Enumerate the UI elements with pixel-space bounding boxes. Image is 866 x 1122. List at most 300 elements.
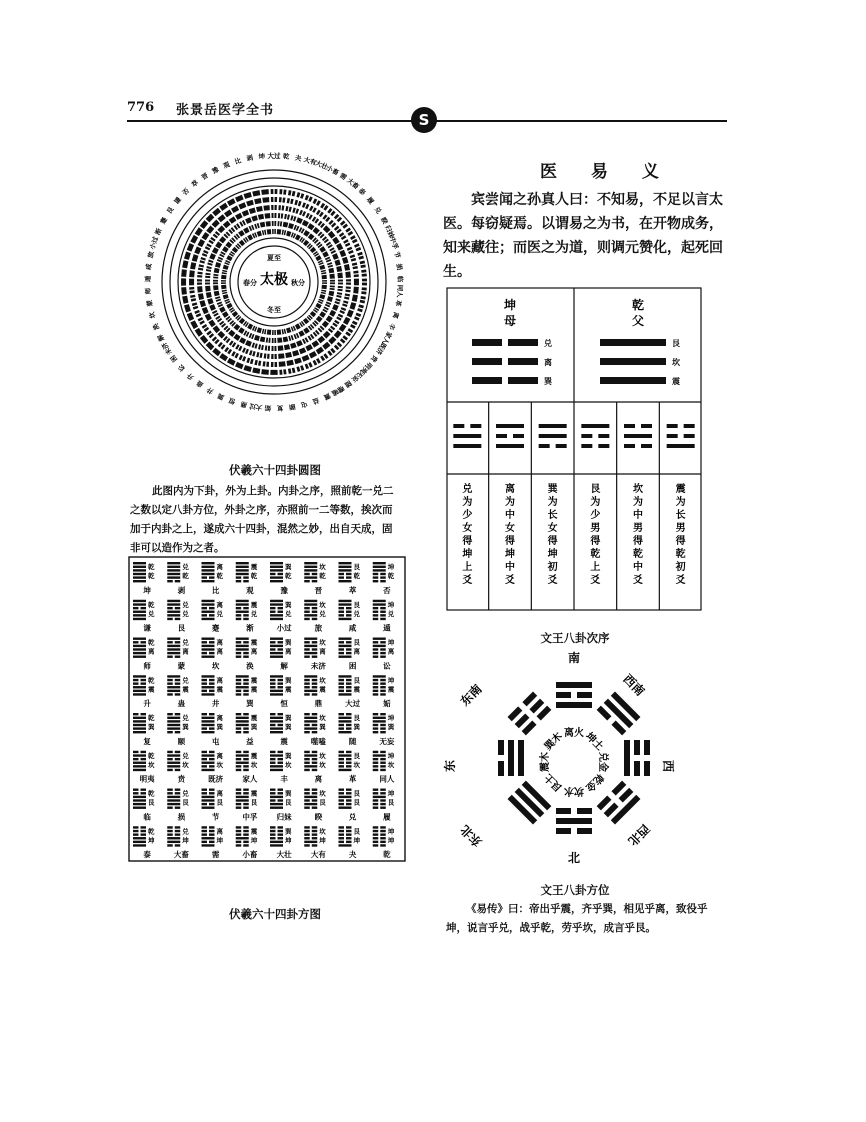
grid-inner-trigram-label: 乾	[285, 572, 292, 580]
grid-yao-yin	[278, 799, 284, 801]
circle-hexagram-label: 旅	[146, 250, 156, 259]
grid-yao-yang	[167, 566, 180, 568]
grid-hexagram-name: 萃	[348, 585, 357, 595]
circle-hexagram-label: 巽	[216, 391, 226, 402]
family-description-char: 离	[505, 484, 515, 495]
grid-hexagram-name: 需	[211, 850, 220, 859]
family-small-yao-yin	[624, 444, 635, 448]
circle-yao-mark	[347, 247, 353, 251]
circle-yao-mark	[348, 250, 354, 254]
family-description-char: 男	[590, 523, 601, 534]
grid-yao-yin	[209, 792, 215, 794]
grid-yao-yin	[339, 833, 345, 835]
grid-hexagram-name: 贲	[177, 774, 186, 784]
circle-yao-mark	[197, 272, 202, 275]
circle-season-label: 春分	[243, 278, 257, 287]
circle-yao-mark	[322, 285, 327, 290]
grid-yao-yin	[243, 803, 249, 805]
circle-yao-mark	[222, 246, 229, 253]
grid-yao-yin	[270, 792, 276, 794]
circle-yao-mark	[308, 362, 312, 368]
circle-yao-mark	[282, 205, 285, 210]
grid-yao-yin	[346, 841, 352, 843]
grid-yao-yin	[373, 611, 379, 613]
bagua-trigram	[624, 740, 650, 776]
grid-yao-yin	[236, 844, 242, 846]
grid-yao-yang	[202, 693, 215, 695]
grid-yao-yang	[167, 648, 180, 650]
circle-yao-mark	[346, 283, 351, 285]
circle-yao-mark	[199, 264, 204, 267]
grid-hexagram-name: 大有	[310, 850, 326, 859]
circle-yao-mark	[308, 233, 315, 240]
circle-yao-mark	[295, 234, 301, 240]
grid-outer-trigram-label: 巽	[285, 563, 292, 571]
page-number: 776	[127, 100, 155, 115]
grid-inner-trigram-label: 乾	[182, 572, 189, 580]
grid-yao-yin	[175, 713, 181, 715]
grid-yao-yin	[312, 826, 318, 828]
family-parent-name: 乾	[631, 298, 645, 312]
grid-yao-yin	[380, 724, 386, 726]
grid-yao-yin	[243, 580, 249, 582]
grid-yao-yin	[339, 686, 345, 688]
circle-yao-mark	[260, 222, 266, 228]
circle-yao-mark	[292, 368, 296, 373]
circle-yao-mark	[271, 354, 273, 359]
grid-yao-yang	[202, 762, 215, 764]
grid-yao-yin	[270, 682, 276, 684]
grid-yao-yin	[141, 713, 147, 715]
circle-yao-mark	[252, 343, 255, 348]
grid-inner-trigram-label: 震	[353, 685, 360, 694]
grid-inner-trigram-label: 艮	[182, 798, 189, 807]
grid-hexagram-name: 益	[246, 736, 254, 746]
grid-yao-yin	[312, 713, 318, 715]
circle-yao-mark	[330, 285, 335, 287]
grid-outer-trigram-label: 震	[250, 714, 258, 722]
grid-yao-yang	[339, 603, 352, 605]
grid-yao-yin	[175, 769, 181, 771]
circle-yao-mark	[322, 275, 327, 280]
family-small-yao-yin	[581, 434, 592, 438]
circle-yao-mark	[283, 190, 286, 195]
grid-yao-yang	[339, 754, 352, 756]
circle-yao-mark	[294, 358, 302, 365]
grid-yao-yin	[373, 679, 379, 681]
circle-yao-mark	[193, 306, 199, 310]
grid-yao-yin	[373, 833, 379, 835]
grid-yao-yin	[202, 727, 208, 729]
grid-yao-yang	[167, 600, 180, 602]
grid-inner-trigram-label: 乾	[250, 572, 258, 580]
family-small-yao-yin	[556, 444, 567, 448]
circle-yao-mark	[213, 276, 218, 278]
circle-hexagram-label: 夬	[294, 153, 303, 163]
grid-yao-yin	[270, 607, 276, 609]
grid-yao-yang	[304, 566, 317, 568]
grid-outer-trigram-label: 艮	[353, 676, 360, 685]
circle-hexagram-label: 艮	[165, 205, 176, 216]
circle-yao-mark	[352, 239, 358, 244]
circle-yao-mark	[187, 243, 194, 252]
circle-hexagram-label: 益	[311, 396, 321, 406]
grid-yao-yin	[175, 682, 181, 684]
circle-yao-mark	[197, 286, 203, 292]
circle-yao-mark	[267, 229, 272, 234]
circle-hexagram-label: 家人	[380, 330, 394, 346]
grid-yao-yin	[202, 576, 208, 578]
family-yao-yin	[472, 339, 502, 346]
grid-yao-yang	[339, 645, 352, 647]
circle-yao-mark	[280, 221, 282, 226]
grid-outer-trigram-label: 兑	[182, 714, 189, 722]
grid-yao-yang	[373, 600, 386, 602]
grid-yao-yin	[141, 789, 147, 791]
grid-yao-yin	[312, 789, 318, 791]
grid-hexagram-name: 临	[143, 812, 151, 822]
family-small-yao-yin	[641, 444, 652, 448]
grid-yao-yin	[380, 789, 386, 791]
circle-hexagram-label: 睽	[379, 215, 390, 226]
grid-yao-yin	[346, 690, 352, 692]
grid-yao-yang	[270, 803, 283, 805]
circle-hexagram-label: 涣	[151, 322, 162, 332]
circle-yao-mark	[261, 345, 264, 350]
circle-yao-mark	[347, 310, 354, 318]
circle-yao-mark	[284, 214, 287, 219]
circle-yao-mark	[285, 352, 292, 358]
bagua-yao-yin	[644, 740, 650, 755]
circle-yao-mark	[194, 246, 201, 254]
fuxi-circle-diagram	[140, 148, 408, 416]
grid-yao-yin	[380, 713, 386, 715]
grid-yao-yin	[167, 713, 173, 715]
grid-yao-yin	[346, 713, 352, 715]
family-parent-role: 母	[503, 314, 517, 328]
grid-hexagram-name: 蹇	[211, 623, 220, 633]
grid-outer-trigram-label: 兑	[182, 789, 189, 798]
grid-yao-yin	[167, 807, 173, 809]
grid-yao-yin	[243, 713, 249, 715]
grid-yao-yin	[304, 799, 310, 801]
family-description-char: 女	[547, 523, 558, 534]
grid-yao-yang	[167, 652, 180, 654]
family-description-char: 乾	[675, 549, 686, 560]
circle-yao-mark	[242, 347, 246, 352]
circle-yao-mark	[189, 290, 194, 293]
family-description-char: 爻	[462, 575, 473, 586]
grid-yao-yin	[304, 580, 310, 582]
grid-yao-yin	[202, 792, 208, 794]
circle-hexagram-label: 讼	[176, 362, 187, 373]
grid-yao-yin	[141, 826, 147, 828]
family-description-char: 长	[547, 510, 558, 521]
circle-yao-mark	[226, 255, 232, 261]
grid-yao-yin	[175, 607, 181, 609]
circle-yao-mark	[279, 197, 282, 202]
grid-yao-yin	[339, 799, 345, 801]
grid-yao-yin	[209, 614, 215, 616]
grid-hexagram-name: 大壮	[276, 850, 292, 859]
circle-yao-mark	[319, 294, 325, 299]
grid-hexagram-name: 丰	[280, 774, 288, 784]
grid-inner-trigram-label: 离	[319, 647, 326, 656]
grid-yao-yang	[339, 618, 352, 620]
grid-yao-yang	[270, 841, 283, 843]
circle-yao-mark	[286, 360, 293, 366]
grid-yao-yang	[304, 645, 317, 647]
grid-outer-trigram-label: 坤	[387, 600, 395, 609]
grid-yao-yin	[236, 690, 242, 692]
circle-yao-mark	[290, 215, 293, 220]
grid-yao-yang	[270, 717, 283, 719]
circle-yao-mark	[345, 290, 350, 293]
grid-yao-yin	[236, 731, 242, 733]
grid-outer-trigram-label: 乾	[148, 638, 155, 647]
grid-yao-yin	[373, 799, 379, 801]
circle-hexagram-label: 观	[221, 160, 232, 171]
grid-yao-yin	[278, 724, 284, 726]
circle-yao-mark	[223, 221, 231, 229]
grid-hexagram-name: 鼎	[314, 699, 323, 708]
family-child-label: 坎	[672, 357, 680, 367]
circle-yao-mark	[195, 227, 203, 236]
grid-yao-yang	[202, 569, 215, 571]
grid-outer-trigram-label: 艮	[353, 751, 360, 760]
grid-yao-yang	[304, 675, 317, 677]
circle-yao-mark	[345, 228, 351, 233]
grid-yao-yin	[380, 765, 386, 767]
grid-yao-yin	[380, 841, 386, 843]
grid-yao-yin	[346, 789, 352, 791]
grid-yao-yin	[304, 792, 310, 794]
grid-yao-yin	[270, 837, 276, 839]
circle-yao-mark	[189, 287, 194, 290]
family-child-label: 艮	[672, 338, 680, 348]
circle-yao-mark	[339, 310, 344, 314]
grid-yao-yang	[202, 837, 215, 839]
grid-yao-yin	[236, 614, 242, 616]
grid-yao-yang	[373, 638, 386, 640]
grid-yao-yin	[380, 652, 386, 654]
circle-yao-mark	[202, 253, 207, 257]
circle-yao-mark	[205, 313, 212, 321]
grid-hexagram-name: 蒙	[177, 661, 186, 671]
bagua-element-label: 兑金	[597, 752, 608, 772]
circle-yao-mark	[258, 214, 264, 220]
grid-yao-yin	[304, 693, 310, 695]
grid-yao-yang	[133, 717, 146, 719]
family-small-yao-yin	[496, 434, 507, 438]
family-description-char: 为	[590, 497, 601, 508]
family-small-yao-yin	[453, 424, 464, 428]
family-small-yao-yang	[539, 424, 567, 428]
grid-yao-yang	[167, 690, 180, 692]
grid-outer-trigram-label: 坤	[387, 638, 395, 647]
grid-yao-yin	[167, 833, 173, 835]
circle-yao-mark	[256, 352, 259, 357]
grid-yao-yin	[236, 580, 242, 582]
grid-yao-yin	[373, 682, 379, 684]
grid-yao-yang	[202, 638, 215, 640]
grid-yao-yin	[312, 751, 318, 753]
family-description-char: 得	[633, 536, 643, 547]
circle-yao-mark	[272, 229, 274, 234]
grid-yao-yang	[167, 611, 180, 613]
grid-hexagram-name: 讼	[383, 661, 391, 671]
circle-hexagram-label: 遁	[143, 275, 153, 283]
circle-yao-mark	[275, 197, 278, 202]
grid-yao-yin	[270, 611, 276, 613]
grid-yao-yin	[278, 830, 284, 832]
circle-yao-mark	[302, 211, 306, 216]
grid-yao-yin	[243, 765, 249, 767]
grid-inner-trigram-label: 坎	[216, 760, 223, 769]
grid-yao-yang	[236, 638, 249, 640]
family-small-yao-yang	[581, 424, 609, 428]
family-description-char: 初	[675, 562, 686, 573]
grid-yao-yang	[202, 720, 215, 722]
grid-hexagram-name: 坤	[143, 585, 151, 595]
grid-yao-yang	[304, 600, 317, 602]
grid-yao-yin	[346, 679, 352, 681]
circle-yao-mark	[274, 330, 276, 335]
grid-yao-yin	[373, 769, 379, 771]
circle-yao-mark	[343, 317, 351, 325]
grid-yao-yin	[141, 607, 147, 609]
circle-yao-mark	[295, 208, 299, 213]
family-description-char: 乾	[590, 549, 601, 560]
grid-yao-yin	[339, 837, 345, 839]
grid-yao-yang	[236, 645, 249, 647]
circle-yao-mark	[205, 279, 210, 281]
grid-yao-yin	[373, 713, 379, 715]
grid-yao-yang	[202, 796, 215, 798]
circle-yao-mark	[319, 311, 326, 318]
circle-yao-mark	[222, 292, 227, 295]
grid-yao-yang	[202, 724, 215, 726]
grid-yao-yin	[373, 641, 379, 643]
grid-yao-yang	[270, 580, 283, 582]
bagua-element-label: 坤土	[583, 730, 606, 753]
grid-outer-trigram-label: 巽	[285, 600, 292, 609]
grid-yao-yang	[339, 562, 352, 564]
family-small-yao-yin	[598, 434, 609, 438]
grid-inner-trigram-label: 离	[387, 647, 395, 656]
grid-inner-trigram-label: 乾	[319, 572, 326, 580]
grid-yao-yin	[243, 576, 249, 578]
square-diagram-caption: 伏羲六十四卦方图	[229, 907, 321, 921]
grid-yao-yin	[373, 751, 379, 753]
grid-yao-yang	[270, 576, 283, 578]
grid-yao-yin	[380, 679, 386, 681]
grid-yao-yang	[304, 727, 317, 729]
grid-yao-yin	[236, 769, 242, 771]
grid-yao-yin	[304, 807, 310, 809]
circle-yao-mark	[271, 346, 273, 351]
grid-yao-yin	[380, 751, 386, 753]
circle-yao-mark	[202, 307, 209, 314]
circle-yao-mark	[317, 336, 325, 344]
grid-yao-yin	[312, 830, 318, 832]
grid-hexagram-name: 大畜	[173, 850, 189, 859]
grid-yao-yin	[243, 792, 249, 794]
family-small-yao-yin	[624, 424, 635, 428]
circle-yao-mark	[192, 302, 197, 306]
grid-yao-yin	[346, 758, 352, 760]
circle-yao-mark	[279, 370, 282, 375]
grid-yao-yin	[141, 792, 147, 794]
grid-hexagram-name: 损	[177, 812, 186, 822]
grid-yao-yin	[209, 841, 215, 843]
grid-yao-yin	[175, 789, 181, 791]
grid-outer-trigram-label: 兑	[182, 676, 189, 685]
grid-yao-yang	[339, 717, 352, 719]
grid-yao-yang	[133, 645, 146, 647]
circle-yao-mark	[213, 280, 218, 282]
grid-yao-yin	[339, 614, 345, 616]
bagua-caption: 文王八卦方位	[540, 883, 610, 897]
circle-yao-mark	[323, 331, 331, 339]
grid-yao-yin	[373, 807, 379, 809]
circle-yao-mark	[184, 304, 191, 312]
grid-yao-yin	[339, 830, 345, 832]
circle-yao-mark	[212, 348, 221, 356]
grid-yao-yang	[202, 573, 215, 575]
grid-inner-trigram-label: 艮	[216, 798, 223, 807]
circle-yao-mark	[217, 214, 225, 222]
circle-hexagram-label: 同人	[395, 284, 405, 298]
circle-yao-mark	[328, 291, 334, 297]
bagua-yao-yin	[556, 828, 571, 834]
grid-yao-yang	[202, 618, 215, 620]
bagua-element-label: 离火	[564, 728, 584, 739]
circle-yao-mark	[264, 230, 266, 235]
circle-yao-mark	[337, 292, 342, 295]
grid-inner-trigram-label: 巽	[250, 723, 258, 731]
circle-yao-mark	[326, 315, 333, 322]
circle-yao-mark	[227, 358, 236, 366]
bagua-element-label: 震木	[540, 752, 551, 772]
grid-yao-yin	[380, 690, 386, 692]
grid-yao-yin	[304, 758, 310, 760]
circle-yao-mark	[217, 225, 225, 233]
bagua-element-label: 坎水	[564, 785, 584, 796]
circle-yao-mark	[307, 223, 314, 230]
bagua-direction-label: 西北	[625, 821, 653, 849]
grid-yao-yin	[339, 682, 345, 684]
circle-yao-mark	[328, 336, 336, 344]
circle-yao-mark	[263, 205, 269, 211]
grid-yao-yin	[373, 652, 379, 654]
grid-yao-yin	[175, 792, 181, 794]
grid-hexagram-name: 升	[143, 699, 151, 708]
circle-yao-mark	[242, 210, 249, 217]
grid-yao-yang	[133, 844, 146, 846]
grid-yao-yin	[141, 758, 147, 760]
grid-yao-yang	[373, 645, 386, 647]
circle-hexagram-label: 离	[390, 310, 401, 320]
circle-yao-mark	[339, 324, 347, 332]
circle-yao-mark	[181, 269, 187, 277]
grid-yao-yin	[312, 792, 318, 794]
grid-inner-trigram-label: 艮	[387, 798, 395, 807]
grid-yao-yin	[141, 751, 147, 753]
circle-yao-mark	[284, 329, 287, 334]
grid-yao-yin	[270, 833, 276, 835]
family-description-char: 得	[462, 536, 473, 547]
